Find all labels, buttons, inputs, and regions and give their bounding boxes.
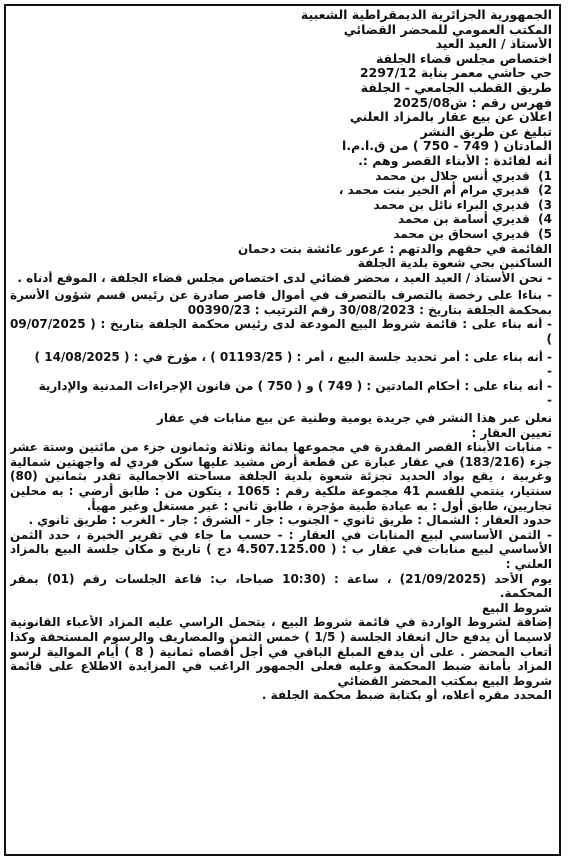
base-price: - الثمن الأساسي لبيع المنابات في العقار : - حسب ما جاء في تقرير الخبرة ، حدد الثمن الأساسي لبيع منابات في عقار ب : ( 4.507.125.00 دج ) تاريخ و مكان جلسة البيع بالمزاد العلني :: [10, 527, 552, 571]
notice-articles: المادتان ( 749 - 750 ) من ق.ا.م.ا: [342, 139, 552, 154]
property-limits: حدود العقار : الشمال : طريق ثانوي - الجنوب : جار - الشرق : جار - الغرب : طريق ثانوي .: [28, 513, 552, 528]
header-office: المكتب العمومي للمحضر القضائي: [343, 22, 552, 37]
header-republic: الجمهورية الجزائرية الديمقراطية الشعبية: [300, 8, 552, 22]
conditions-title: شروط البيع: [482, 600, 552, 615]
heir-number: 5): [538, 226, 552, 241]
bailiff-statement: - نحن الأستاذ / العيد العيد ، محضر قضائي لدى اختصاص مجلس قضاء الجلفة ، الموقع أدناه .: [17, 270, 552, 285]
property-designation: - منابات الأبناء القصر المقدرة في مجموعها بمائة وثلاثة وثمانون جزء من مائتين وستة عشر جزء (183/216) في عقار عبارة عن قطعة أرض مشيد عليها سكن فردي له واجهتين شمالية وغربية ، يقع بواد الحديد تجزئة شعوة بلدية الجلفة مساحته الاجمالية تقدر بثمانين (80) سنتيار، ينتمي للقسم 41 مجموعة ملكية رقم : 1065 ، يتكون من : طابق أرضي : به محلين تجاريين، طابق أول : به عيادة طبية مؤجرة ، طابق ثاني : غير مستغل وغير مهيأ.: [10, 440, 552, 513]
separator-dash: -: [547, 393, 552, 408]
closing-line: المحدد مقره أعلاه، أو بكتابة ضبط محكمة الجلفة .: [261, 688, 552, 703]
heir-number: 2): [538, 183, 552, 198]
basis-authorization: - بناءا على رخصة بالتصرف بالتصرف في أموال قاصر صادرة عن رئيس قسم شؤون الأسرة بمحكمة الجلفة بتاريخ : 30/08/2023 رقم الترتيب : 00390/23: [10, 288, 552, 317]
header-jurisdiction: اختصاص مجلس قضاء الجلفة: [375, 51, 552, 66]
heir-name: قديري مرام أم الخير بنت محمد ،: [338, 183, 530, 198]
heir-item: [10, 212, 552, 227]
basis-articles: - أنه بناء على : أحكام المادتين : ( 749 ) و ( 750 ) من قانون الإجراءات المدنية والإدارية: [38, 378, 552, 393]
header-index: فهرس رقم : ش2025/08: [393, 95, 552, 110]
heir-name: قديري أسامة بن محمد: [398, 212, 530, 227]
notice-title: اعلان عن بيع عقار بالمزاد العلني: [349, 110, 552, 125]
heir-number: 4): [538, 212, 552, 227]
heir-name: قديري أنس جلال بن محمد: [375, 168, 530, 183]
header-bailiff: الأستاذ / العيد العيد: [435, 37, 552, 52]
header-address: حي حاشي معمر بناية 2297/12: [359, 66, 552, 81]
heir-number: 1): [538, 168, 552, 183]
heir-number: 3): [538, 197, 552, 212]
heir-item: [10, 183, 552, 198]
heir-name: قديري اسحاق بن محمد: [393, 226, 530, 241]
heir-name: قديري البراء نائل بن محمد: [373, 197, 530, 212]
announcement: نعلن عبر هذا النشر في جريدة يومية وطنية عن بيع منابات في عقار: [156, 411, 552, 426]
residence-line: الساكنين بحي شعوة بلدية الجلفة: [357, 256, 552, 271]
basis-conditions-list: - أنه بناء على : قائمة شروط البيع المودعة لدى رئيس محكمة الجلفة بتاريخ : ( 09/07/2025 ): [10, 317, 552, 347]
heir-item: [10, 198, 552, 213]
header-street: طريق القطب الجامعي - الجلفة: [360, 80, 552, 95]
guardian-line: القائمة في حقهم والدتهم : عرعور عائشة بنت دحمان: [238, 241, 552, 256]
heir-item: [10, 227, 552, 242]
basis-session-order: - أنه بناء على : أمر تحديد جلسة البيع ، أمر : ( 01193/25 ) ، مؤرخ في : ( 14/08/2025 ): [34, 349, 552, 364]
sale-conditions: إضافة لشروط الواردة في قائمة شروط البيع ، يتحمل الراسي عليه المزاد الأعباء القانونية لاسيما أن يدفع حال انعقاد الجلسة ( 1/5 ) خمس الثمن والمصاريف والرسوم المستحقة وكذا أتعاب المحضر . على أن يدفع المبلغ الباقي في أجل أقصاه ثمانية ( 8 ) أيام الموالية لرسو المزاد بأمانة ضبط المحكمة وعليه فعلى الجمهور الراغب في المزايدة الاطلاع على قائمة شروط البيع بمكتب المحضر القضائي: [10, 615, 552, 688]
separator-dash: -: [547, 364, 552, 379]
legal-notice: [10, 8, 552, 858]
notice-subtitle: تبليغ عن طريق النشر: [420, 124, 552, 139]
auction-session: يوم الأحد (21/09/2025) ، ساعة : (10:30 صباحا، ب: قاعة الجلسات رقم (01) بمقر المحكمة.: [10, 571, 552, 601]
notice-beneficiaries: أنه لفائدة : الأبناء القصر وهم :.: [358, 153, 552, 168]
heir-item: [10, 169, 552, 184]
designation-title: تعيين العقار :: [471, 425, 552, 440]
